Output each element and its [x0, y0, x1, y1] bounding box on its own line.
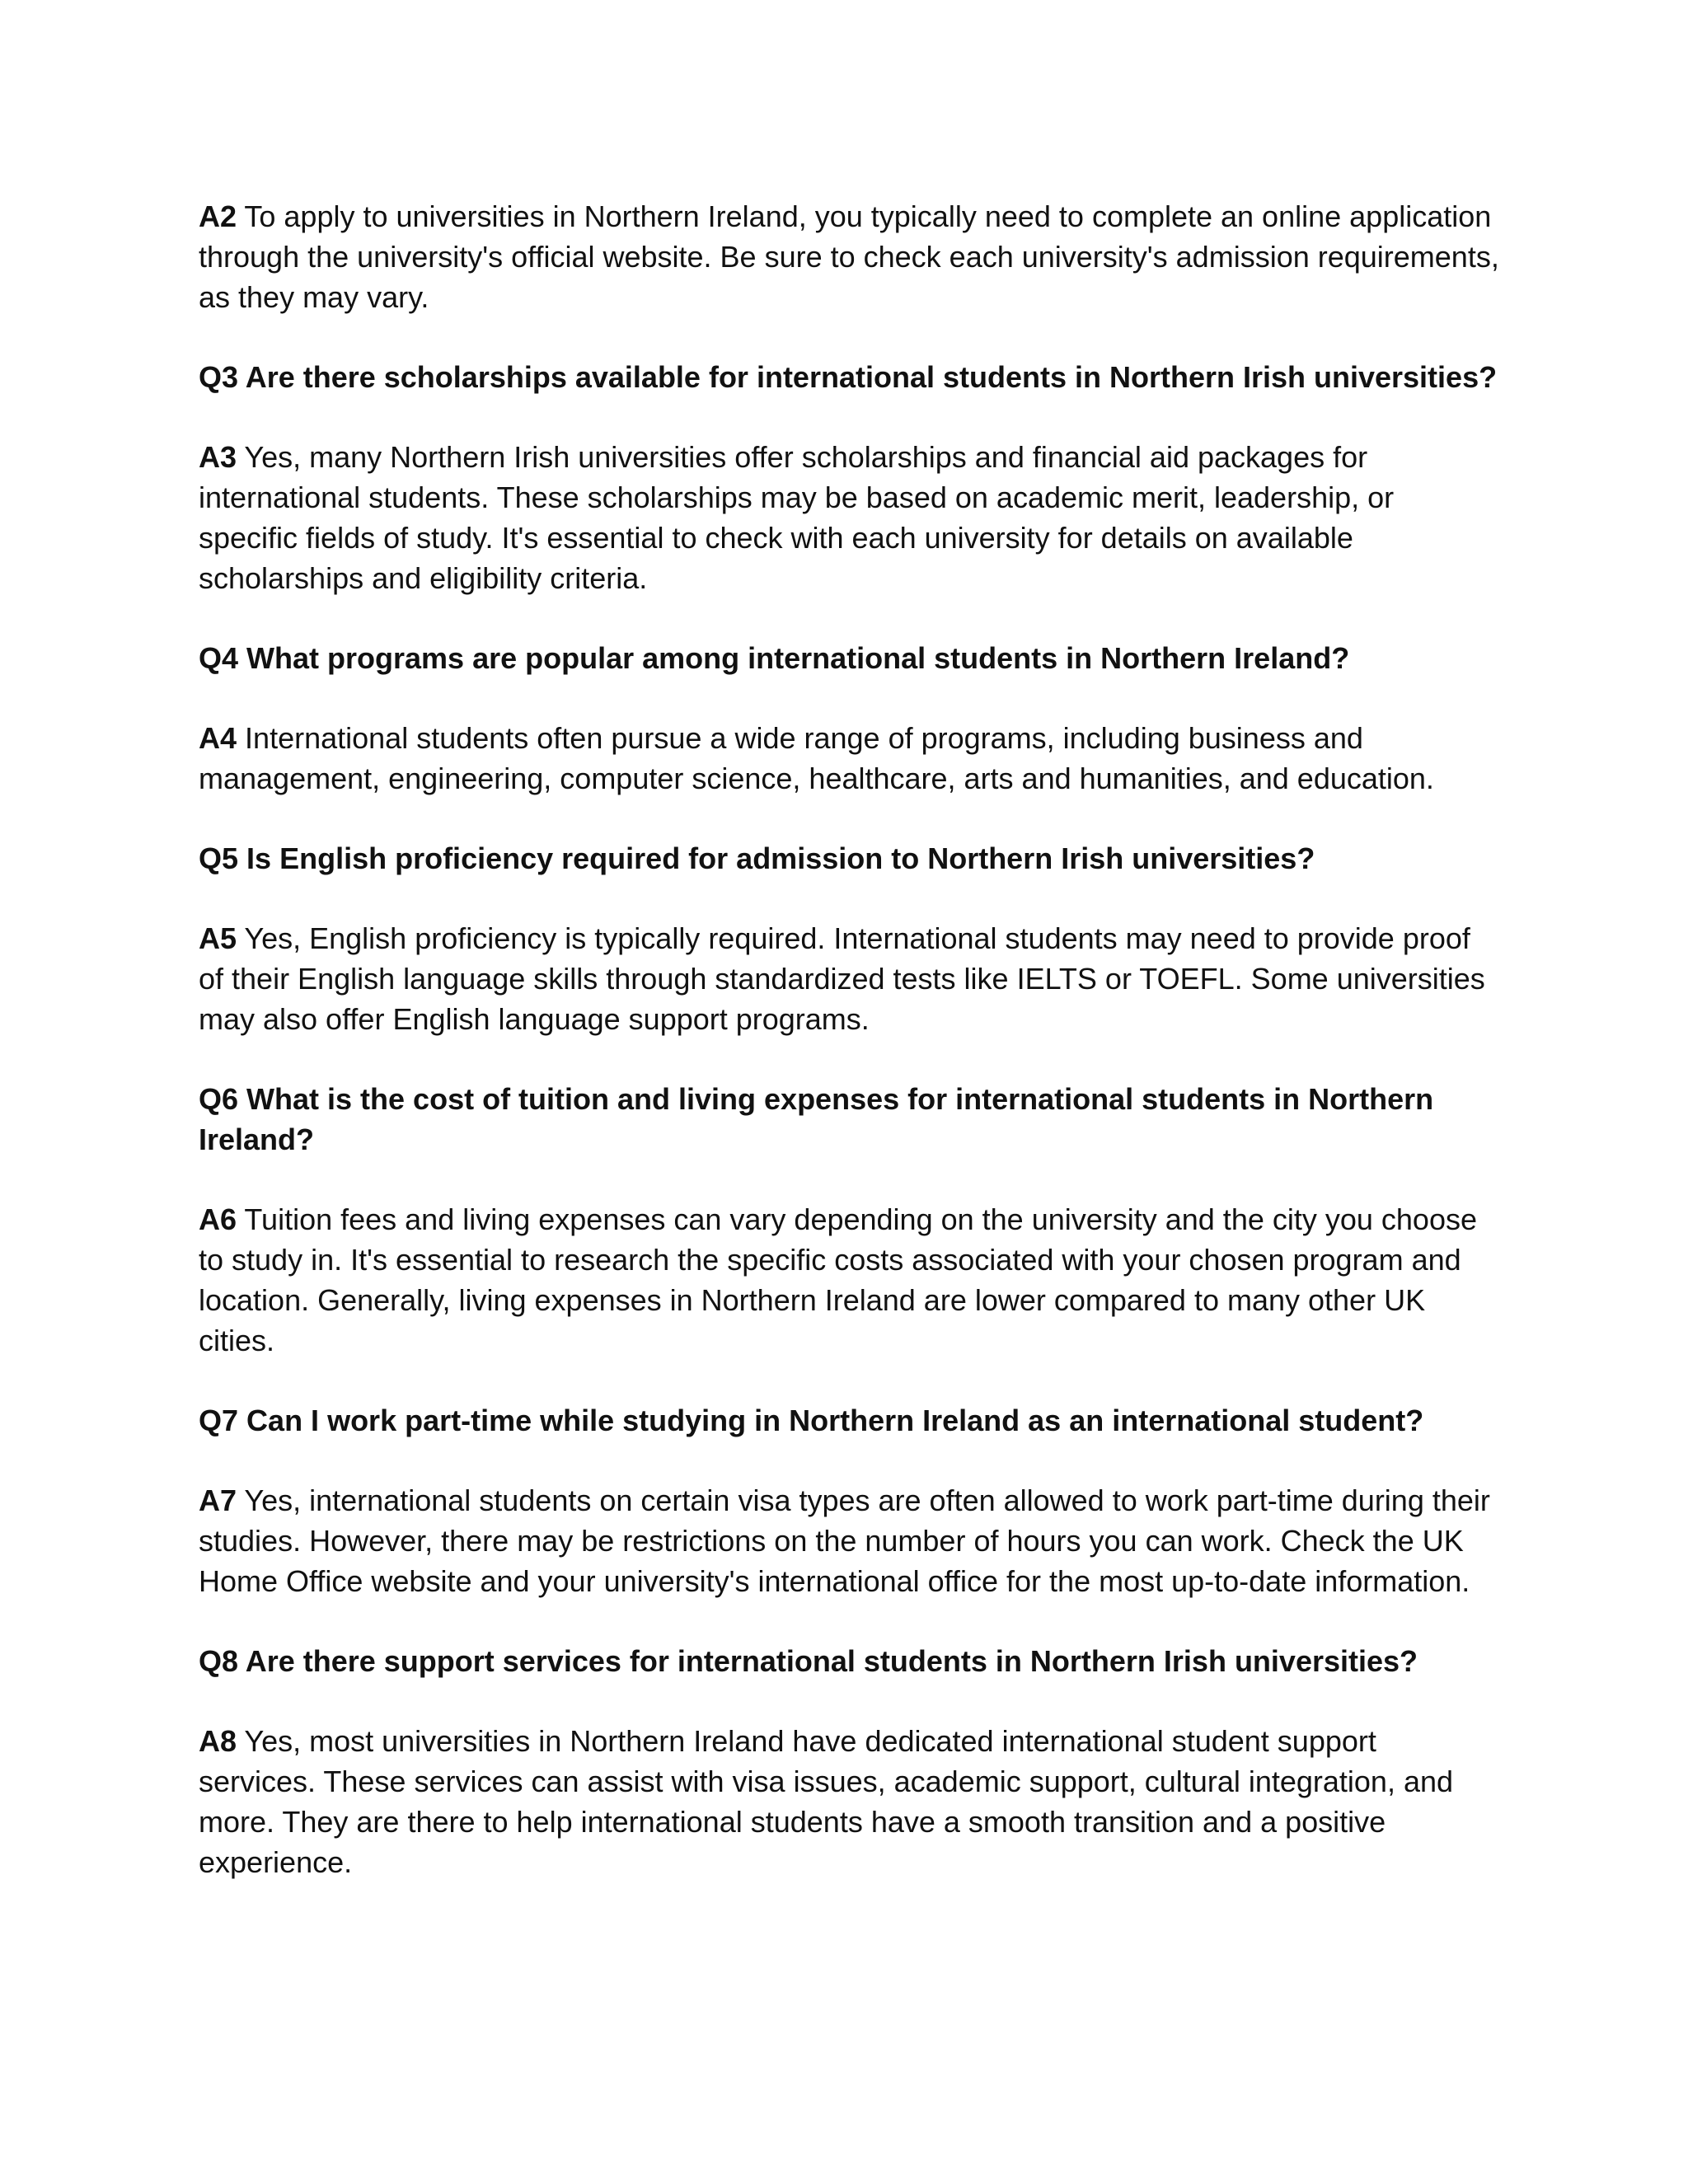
answer-text: Yes, international students on certain visa types are often allowed to work part-time during their studies. However, there may be restrictions on the number of hours you can work. Check the UK Home Office website and your university's international office for the most up-to-date information.: [199, 1483, 1490, 1598]
answer-a8: [199, 1721, 1501, 1882]
question-tag: Q4: [199, 641, 239, 675]
question-text: What is the cost of tuition and living expenses for international students in Northern Ireland?: [199, 1082, 1434, 1156]
question-tag: Q6: [199, 1082, 239, 1116]
faq-document: [199, 196, 1501, 1922]
question-q6: [199, 1079, 1501, 1160]
answer-text: International students often pursue a wide range of programs, including business and management, engineering, computer science, healthcare, arts and humanities, and education.: [199, 721, 1434, 795]
question-tag: Q8: [199, 1644, 239, 1678]
answer-tag: A6: [199, 1202, 237, 1236]
question-text: Are there scholarships available for international students in Northern Irish universities?: [245, 360, 1498, 394]
answer-a7: [199, 1480, 1501, 1601]
answer-tag: A8: [199, 1724, 237, 1758]
answer-tag: A5: [199, 921, 237, 955]
answer-tag: A3: [199, 440, 237, 474]
answer-text: Yes, English proficiency is typically required. International students may need to provide proof of their English language skills through standardized tests like IELTS or TOEFL. Some universities may also offer English language support programs.: [199, 921, 1485, 1036]
question-q3: [199, 357, 1501, 397]
question-q8: [199, 1641, 1501, 1681]
answer-text: To apply to universities in Northern Ireland, you typically need to complete an online application through the university's official website. Be sure to check each university's admission requirements, as they may vary.: [199, 199, 1499, 314]
question-q5: [199, 838, 1501, 879]
answer-text: Yes, many Northern Irish universities offer scholarships and financial aid packages for international students. These scholarships may be based on academic merit, leadership, or specific fields of study. It's essential to check with each university for details on available scholarships and eligibility criteria.: [199, 440, 1395, 595]
answer-text: Tuition fees and living expenses can vary depending on the university and the city you choose to study in. It's essential to research the specific costs associated with your chosen program and location. Generally, living expenses in Northern Ireland are lower compared to many other UK cities.: [199, 1202, 1477, 1357]
answer-text: Yes, most universities in Northern Ireland have dedicated international student support services. These services can assist with visa issues, academic support, cultural integration, and more. They are there to help international students have a smooth transition and a positive experience.: [199, 1724, 1454, 1879]
answer-a2: [199, 196, 1501, 317]
answer-a4: [199, 718, 1501, 799]
question-q4: [199, 638, 1501, 678]
answer-tag: A7: [199, 1483, 237, 1517]
question-tag: Q7: [199, 1404, 239, 1437]
answer-tag: A2: [199, 199, 237, 233]
question-tag: Q3: [199, 360, 239, 394]
answer-a3: [199, 437, 1501, 598]
question-text: Can I work part-time while studying in Northern Ireland as an international student?: [246, 1404, 1424, 1437]
question-text: Is English proficiency required for admission to Northern Irish universities?: [246, 841, 1315, 875]
answer-a6: [199, 1199, 1501, 1361]
question-q7: [199, 1400, 1501, 1441]
question-tag: Q5: [199, 841, 239, 875]
question-text: What programs are popular among international students in Northern Ireland?: [246, 641, 1350, 675]
answer-tag: A4: [199, 721, 237, 755]
answer-a5: [199, 918, 1501, 1039]
question-text: Are there support services for international students in Northern Irish universities?: [245, 1644, 1418, 1678]
